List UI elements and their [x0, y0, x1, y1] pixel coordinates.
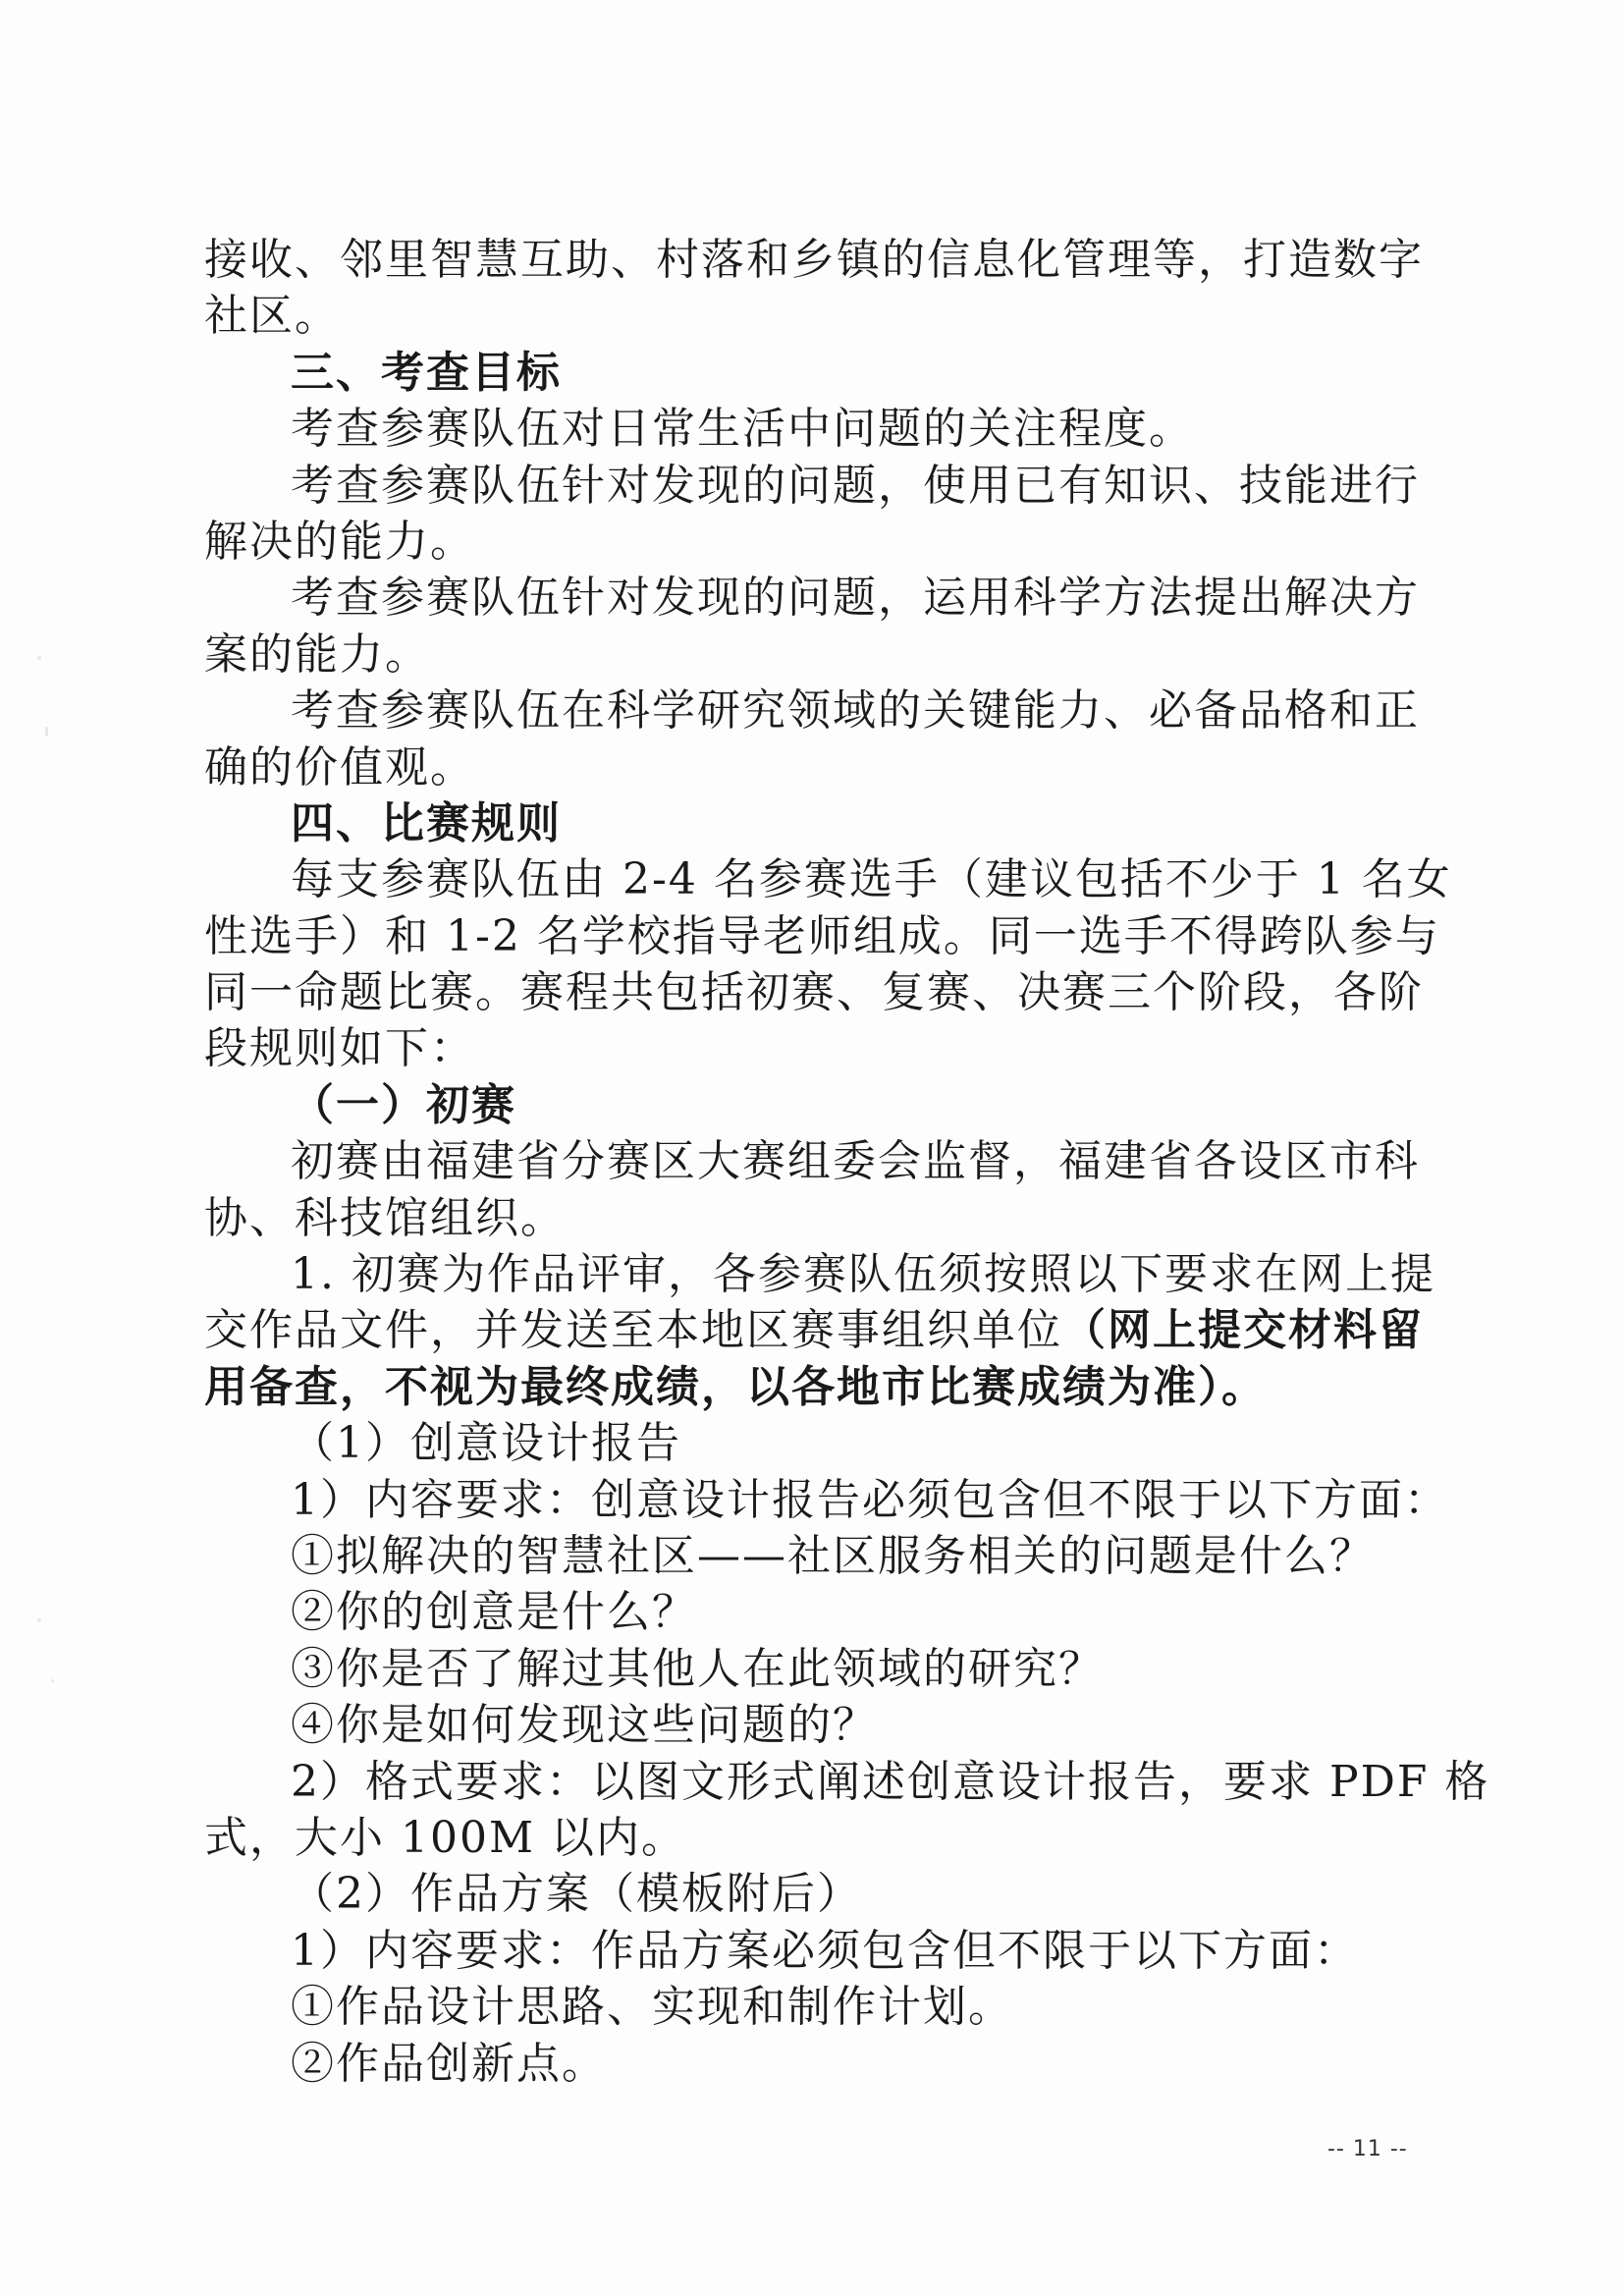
document-body [204, 232, 1490, 2092]
line-text: ③你是否了解过其他人在此领域的研究？ [291, 1643, 1104, 1694]
line-text: （1）创意设计报告 [291, 1418, 681, 1469]
line-text: ①拟解决的智慧社区——社区服务相关的问题是什么？ [291, 1530, 1375, 1581]
line-text: 三、考查目标 [291, 347, 562, 398]
heading-line [204, 345, 1402, 401]
line-text: 四、比赛规则 [291, 797, 562, 848]
text-line [204, 288, 1402, 344]
text-line [204, 458, 1420, 514]
text-line [204, 908, 1440, 964]
line-text: 每支参赛队伍由 2-4 名参赛选手（建议包括不少于 1 名女 [291, 854, 1452, 905]
line-text: 接收、邻里智慧互助、村落和乡镇的信息化管理等，打造数字 [204, 235, 1424, 285]
text-line [204, 1528, 1402, 1584]
heading-line [204, 1359, 1402, 1415]
text-line [204, 1866, 1402, 1922]
scan-mark [51, 1679, 54, 1682]
line-text: 解决的能力。 [204, 516, 475, 567]
line-text: （一）初赛 [291, 1079, 516, 1130]
text-line [204, 1020, 1402, 1076]
text-line [204, 1133, 1420, 1189]
line-text: 交作品文件，并发送至本地区赛事组织单位 [204, 1305, 1062, 1356]
line-text: 用备查，不视为最终成绩，以各地市比赛成绩为准）。 [204, 1361, 1267, 1412]
line-text: 考查参赛队伍对日常生活中问题的关注程度。 [291, 404, 1194, 455]
text-line [204, 232, 1424, 288]
line-text: 同一命题比赛。赛程共包括初赛、复赛、决赛三个阶段，各阶 [204, 967, 1424, 1018]
line-text-bold-tail: （网上提交材料留 [1062, 1305, 1424, 1356]
text-line [204, 851, 1452, 907]
line-text: 社区。 [204, 291, 340, 342]
line-text: 协、科技馆组织。 [204, 1192, 566, 1243]
line-text: 2）格式要求：以图文形式阐述创意设计报告，要求 PDF 格 [291, 1756, 1490, 1807]
scan-mark [45, 727, 48, 737]
text-line [204, 1302, 1424, 1358]
text-line [204, 683, 1420, 738]
line-text: 考查参赛队伍在科学研究领域的关键能力、必备品格和正 [291, 685, 1420, 737]
line-text: 案的能力。 [204, 629, 430, 680]
text-line [204, 964, 1424, 1020]
text-line [204, 1697, 1402, 1753]
heading-line [204, 795, 1402, 851]
line-text: 1）内容要求：作品方案必须包含但不限于以下方面： [291, 1925, 1359, 1976]
text-line [204, 2036, 1402, 2092]
text-line [204, 401, 1402, 457]
text-line [204, 1584, 1402, 1640]
scan-mark [37, 1618, 41, 1622]
line-text: 确的价值观。 [204, 741, 475, 793]
line-text: 初赛由福建省分赛区大赛组委会监督，福建省各设区市科 [291, 1136, 1420, 1187]
text-line [204, 1923, 1402, 1979]
scan-mark [37, 656, 41, 660]
line-text: 式，大小 100M 以内。 [204, 1812, 687, 1863]
line-text: （2）作品方案（模板附后） [291, 1869, 862, 1920]
text-line [204, 1415, 1402, 1471]
text-line [204, 1979, 1402, 2035]
line-text: 1）内容要求：创意设计报告必须包含但不限于以下方面： [291, 1474, 1449, 1525]
text-line [204, 1246, 1435, 1302]
line-text: 性选手）和 1-2 名学校指导老师组成。同一选手不得跨队参与 [204, 910, 1440, 961]
text-line [204, 1810, 1402, 1866]
line-text: ②你的创意是什么？ [291, 1587, 697, 1638]
line-text: 段规则如下： [204, 1023, 475, 1074]
line-text: ①作品设计思路、实现和制作计划。 [291, 1982, 1013, 2033]
line-text: 考查参赛队伍针对发现的问题，使用已有知识、技能进行 [291, 460, 1420, 511]
line-text: 1. 初赛为作品评审，各参赛队伍须按照以下要求在网上提 [291, 1249, 1435, 1300]
text-line [204, 1754, 1490, 1810]
text-line [204, 739, 1402, 795]
line-text: 考查参赛队伍针对发现的问题，运用科学方法提出解决方 [291, 573, 1420, 624]
text-line [204, 514, 1402, 570]
text-line [204, 1641, 1402, 1697]
line-text: ②作品创新点。 [291, 2038, 607, 2089]
text-line [204, 627, 1402, 683]
line-text: ④你是如何发现这些问题的？ [291, 1700, 878, 1751]
text-line [204, 1190, 1402, 1246]
text-line [204, 570, 1420, 626]
heading-line [204, 1077, 1402, 1133]
text-line [204, 1472, 1449, 1528]
page-number: -- 11 -- [1327, 2137, 1408, 2161]
